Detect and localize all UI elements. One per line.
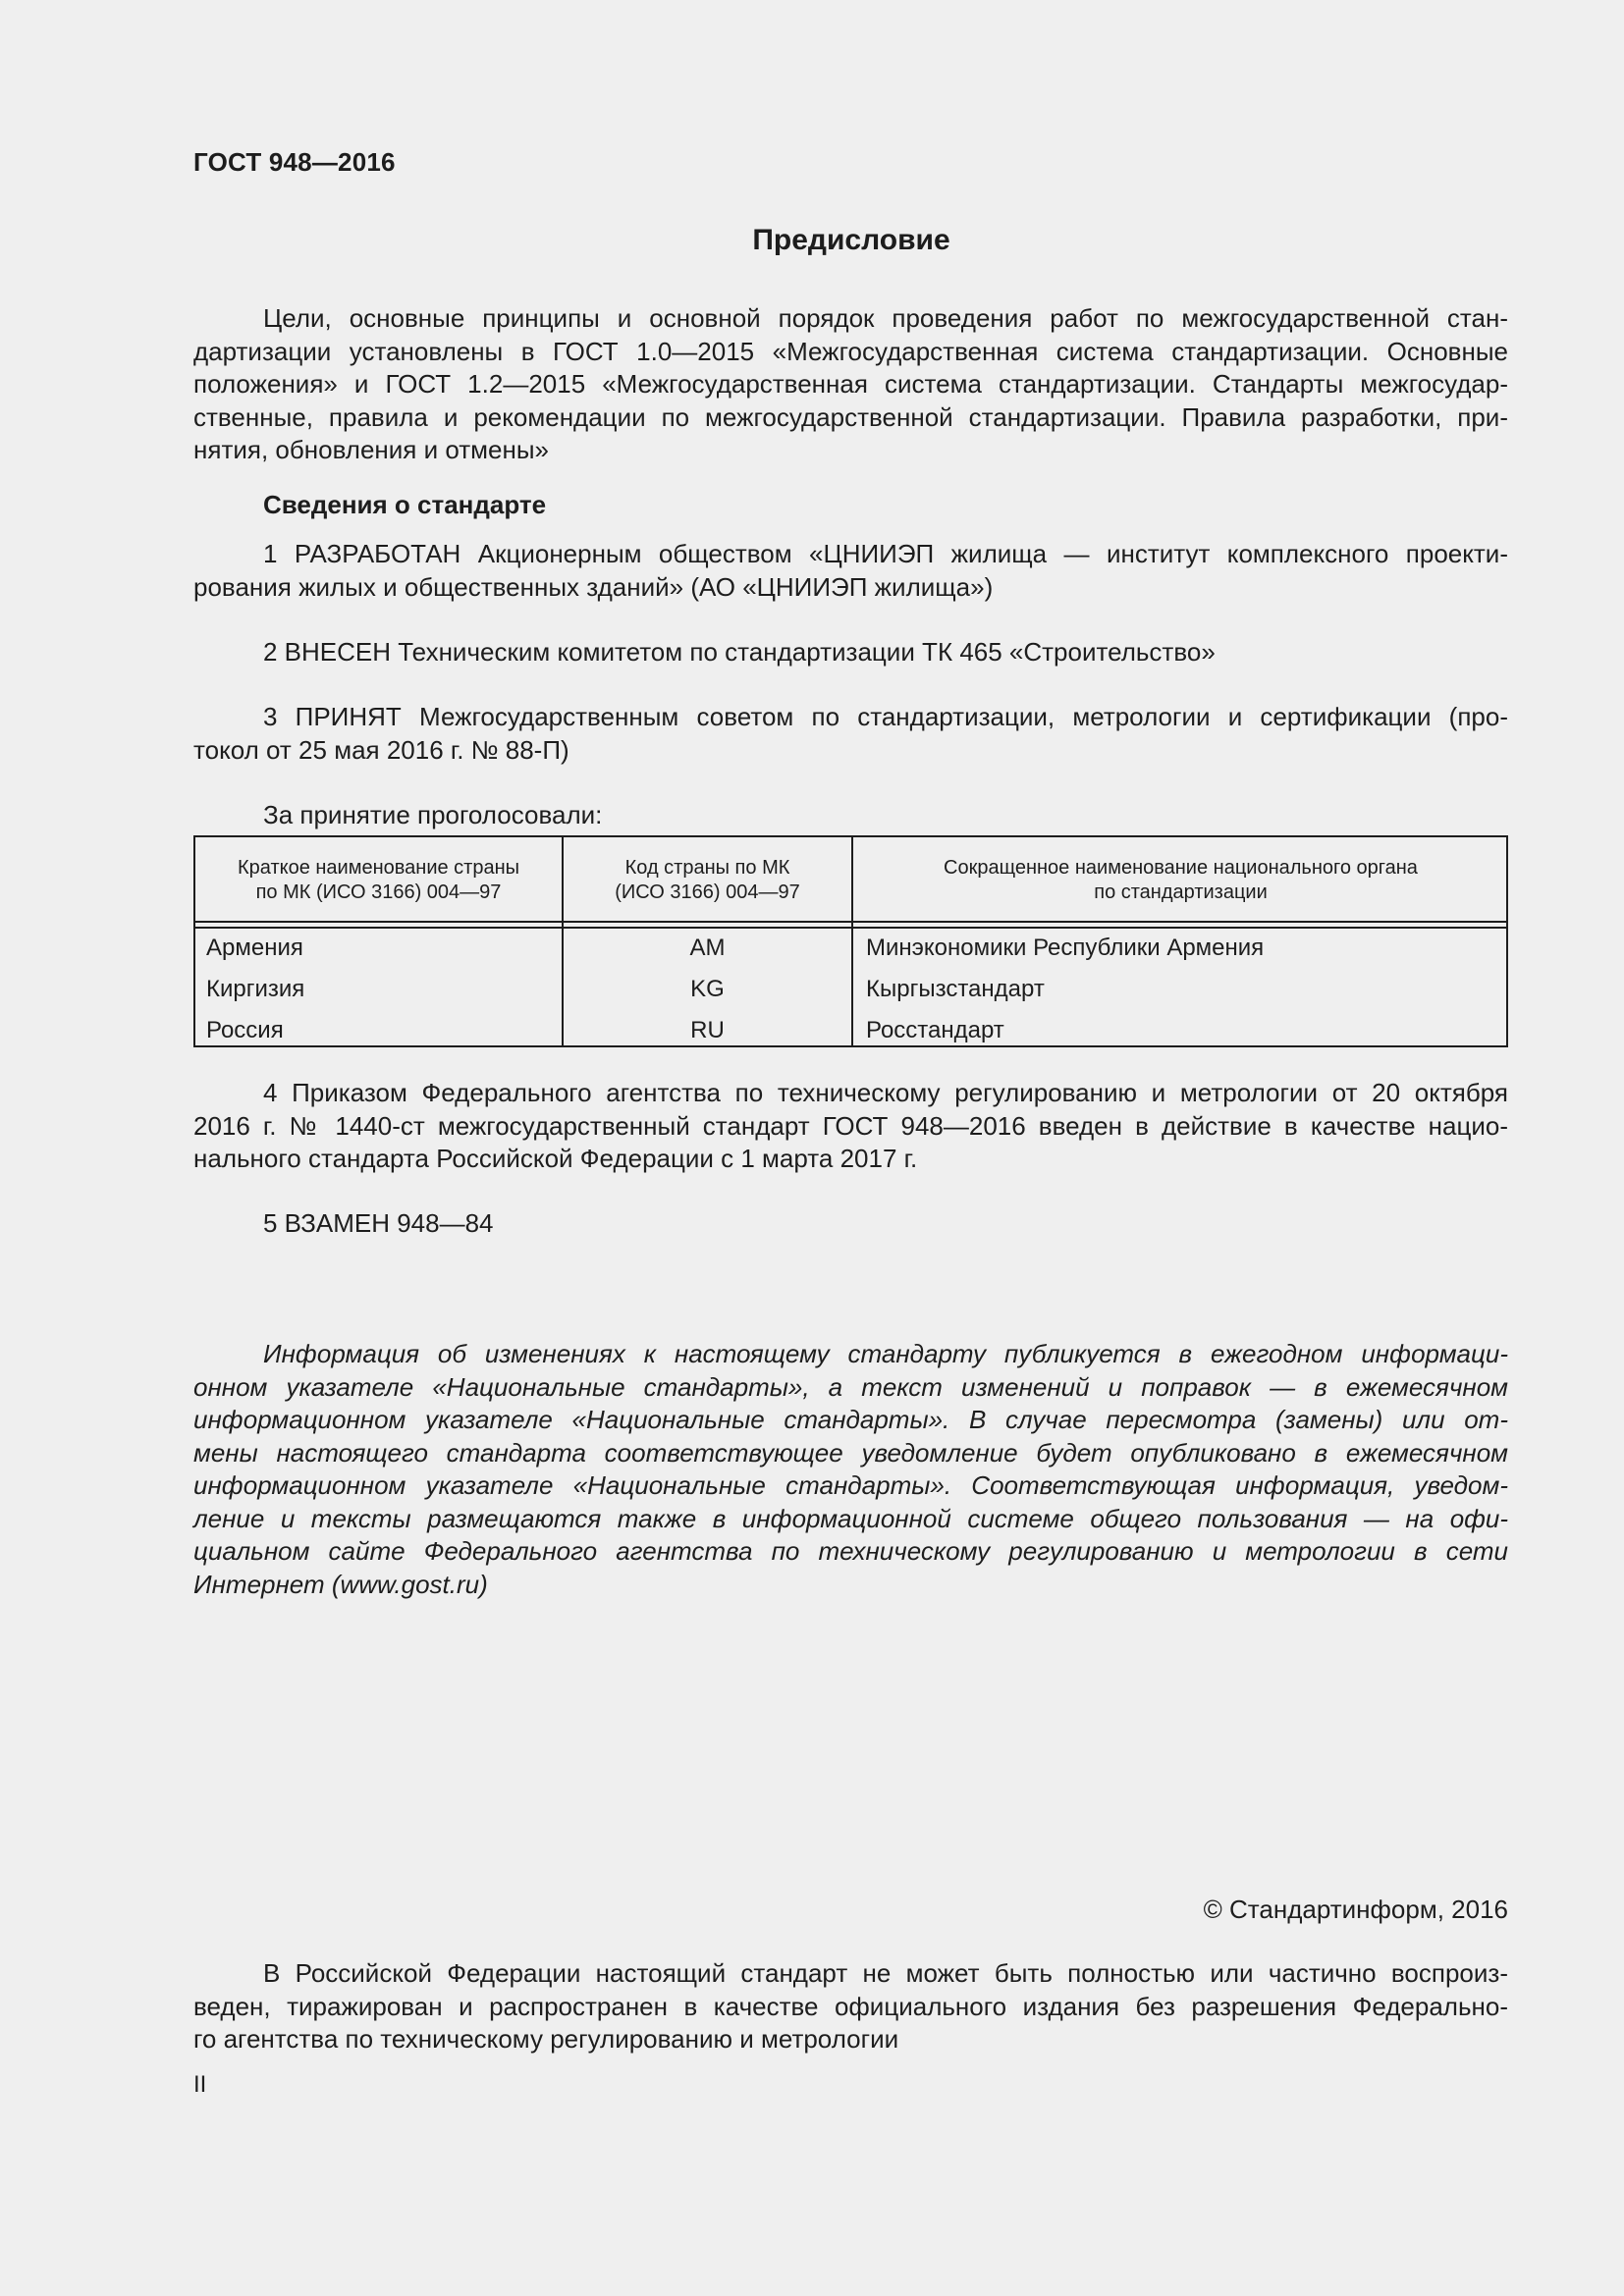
table-cell-body: Минэкономики Республики Армения — [866, 934, 1265, 961]
intro-line: нятия, обновления и отмены» — [193, 435, 549, 464]
item-line: 2016 г. № 1440-ст межгосударственный стандарт ГОСТ 948—2016 введен в действие в качестве нацио- — [193, 1110, 1508, 1141]
info-heading: Сведения о стандарте — [263, 490, 547, 519]
page-title: Предисловие — [752, 224, 950, 256]
item-developed — [193, 538, 1508, 604]
header-line: Код страны по МК — [624, 857, 790, 879]
notice-line: Информация об изменениях к настоящему стандарту публикуется в ежегодном информаци- — [263, 1339, 1508, 1368]
table-cell-country: Киргизия — [206, 976, 305, 1002]
table-cell-body: Кыргызстандарт — [866, 976, 1045, 1002]
voting-table — [193, 835, 1508, 1047]
table-header-code — [564, 856, 851, 905]
copyright: © Стандартинформ, 2016 — [1203, 1895, 1508, 1924]
item-line: 3 ПРИНЯТ Межгосударственным советом по стандартизации, метрологии и сертификации (про- — [263, 702, 1508, 731]
table-cell-code: RU — [690, 1017, 725, 1043]
table-header-body — [853, 856, 1508, 905]
item-introduced: 2 ВНЕСЕН Техническим комитетом по стандартизации ТК 465 «Строительство» — [263, 637, 1216, 667]
rights-line: В Российской Федерации настоящий стандарт не может быть полностью или частично воспроиз- — [263, 1958, 1508, 1988]
item-line: токол от 25 мая 2016 г. № 88-П) — [193, 734, 569, 765]
page-number: II — [193, 2071, 207, 2098]
notice-line: информационном указателе «Национальные стандарты». В случае пересмотра (замены) или от- — [193, 1405, 1508, 1434]
notice-line: онном указателе «Национальные стандарты», а текст изменений и поправок — в ежемесячном — [193, 1371, 1508, 1402]
table-cell-code: AM — [689, 934, 726, 961]
notice-line: циальном сайте Федерального агентства по техническому регулированию и метрологии в сети — [193, 1536, 1508, 1566]
notice-paragraph — [193, 1338, 1508, 1601]
notice-line: ление и тексты размещаются также в информационной системе общего пользования — на офи- — [193, 1503, 1508, 1533]
notice-line: информационном указателе «Национальные стандарты». Соответствующая информация, уведом- — [193, 1470, 1508, 1500]
voted-label: За принятие проголосовали: — [263, 800, 603, 829]
item-line: рования жилых и общественных зданий» (АО «ЦНИИЭП жилища») — [193, 571, 994, 602]
table-cell-country: Армения — [206, 934, 303, 961]
table-cell-country: Россия — [206, 1017, 284, 1043]
intro-paragraph — [193, 302, 1508, 467]
header-line: Сокращенное наименование национального органа — [944, 857, 1418, 879]
rights-line: веден, тиражирован и распространен в качестве официального издания без разрешения Федерально- — [193, 1991, 1508, 2021]
item-line: 1 РАЗРАБОТАН Акционерным обществом «ЦНИИЭП жилища — институт комплексного проекти- — [263, 539, 1508, 568]
intro-line: Цели, основные принципы и основной порядок проведения работ по межгосударственной стан- — [263, 303, 1508, 333]
intro-line: ственные, правила и рекомендации по межгосударственной стандартизации. Правила разработки, при- — [193, 401, 1508, 432]
item-order — [193, 1077, 1508, 1176]
header-divider — [195, 921, 1506, 923]
item-adopted — [193, 701, 1508, 767]
rights-line: го агентства по техническому регулированию и метрологии — [193, 2024, 899, 2054]
intro-line: положения» и ГОСТ 1.2—2015 «Межгосударственная система стандартизации. Стандарты межгосудар- — [193, 369, 1508, 399]
table-header-country — [195, 856, 562, 905]
header-line: Краткое наименование страны — [237, 857, 520, 879]
notice-line: мены настоящего стандарта соответствующее уведомление будет опубликовано в ежемесячном — [193, 1437, 1508, 1468]
item-line: нального стандарта Российской Федерации с 1 марта 2017 г. — [193, 1144, 918, 1173]
notice-line: Интернет (www.gost.ru) — [193, 1569, 488, 1599]
table-cell-body: Росстандарт — [866, 1017, 1004, 1043]
header-line: (ИСО 3166) 004—97 — [615, 881, 800, 903]
rights-paragraph — [193, 1957, 1508, 2056]
table-cell-code: KG — [690, 976, 725, 1002]
header-line: по МК (ИСО 3166) 004—97 — [255, 881, 502, 903]
standard-code: ГОСТ 948—2016 — [193, 147, 396, 177]
header-line: по стандартизации — [1094, 881, 1268, 903]
item-replaces: 5 ВЗАМЕН 948—84 — [263, 1208, 494, 1238]
intro-line: дартизации установлены в ГОСТ 1.0—2015 «Межгосударственная система стандартизации. Основные — [193, 336, 1508, 366]
item-line: 4 Приказом Федерального агентства по техническому регулированию и метрологии от 20 октября — [263, 1078, 1508, 1107]
